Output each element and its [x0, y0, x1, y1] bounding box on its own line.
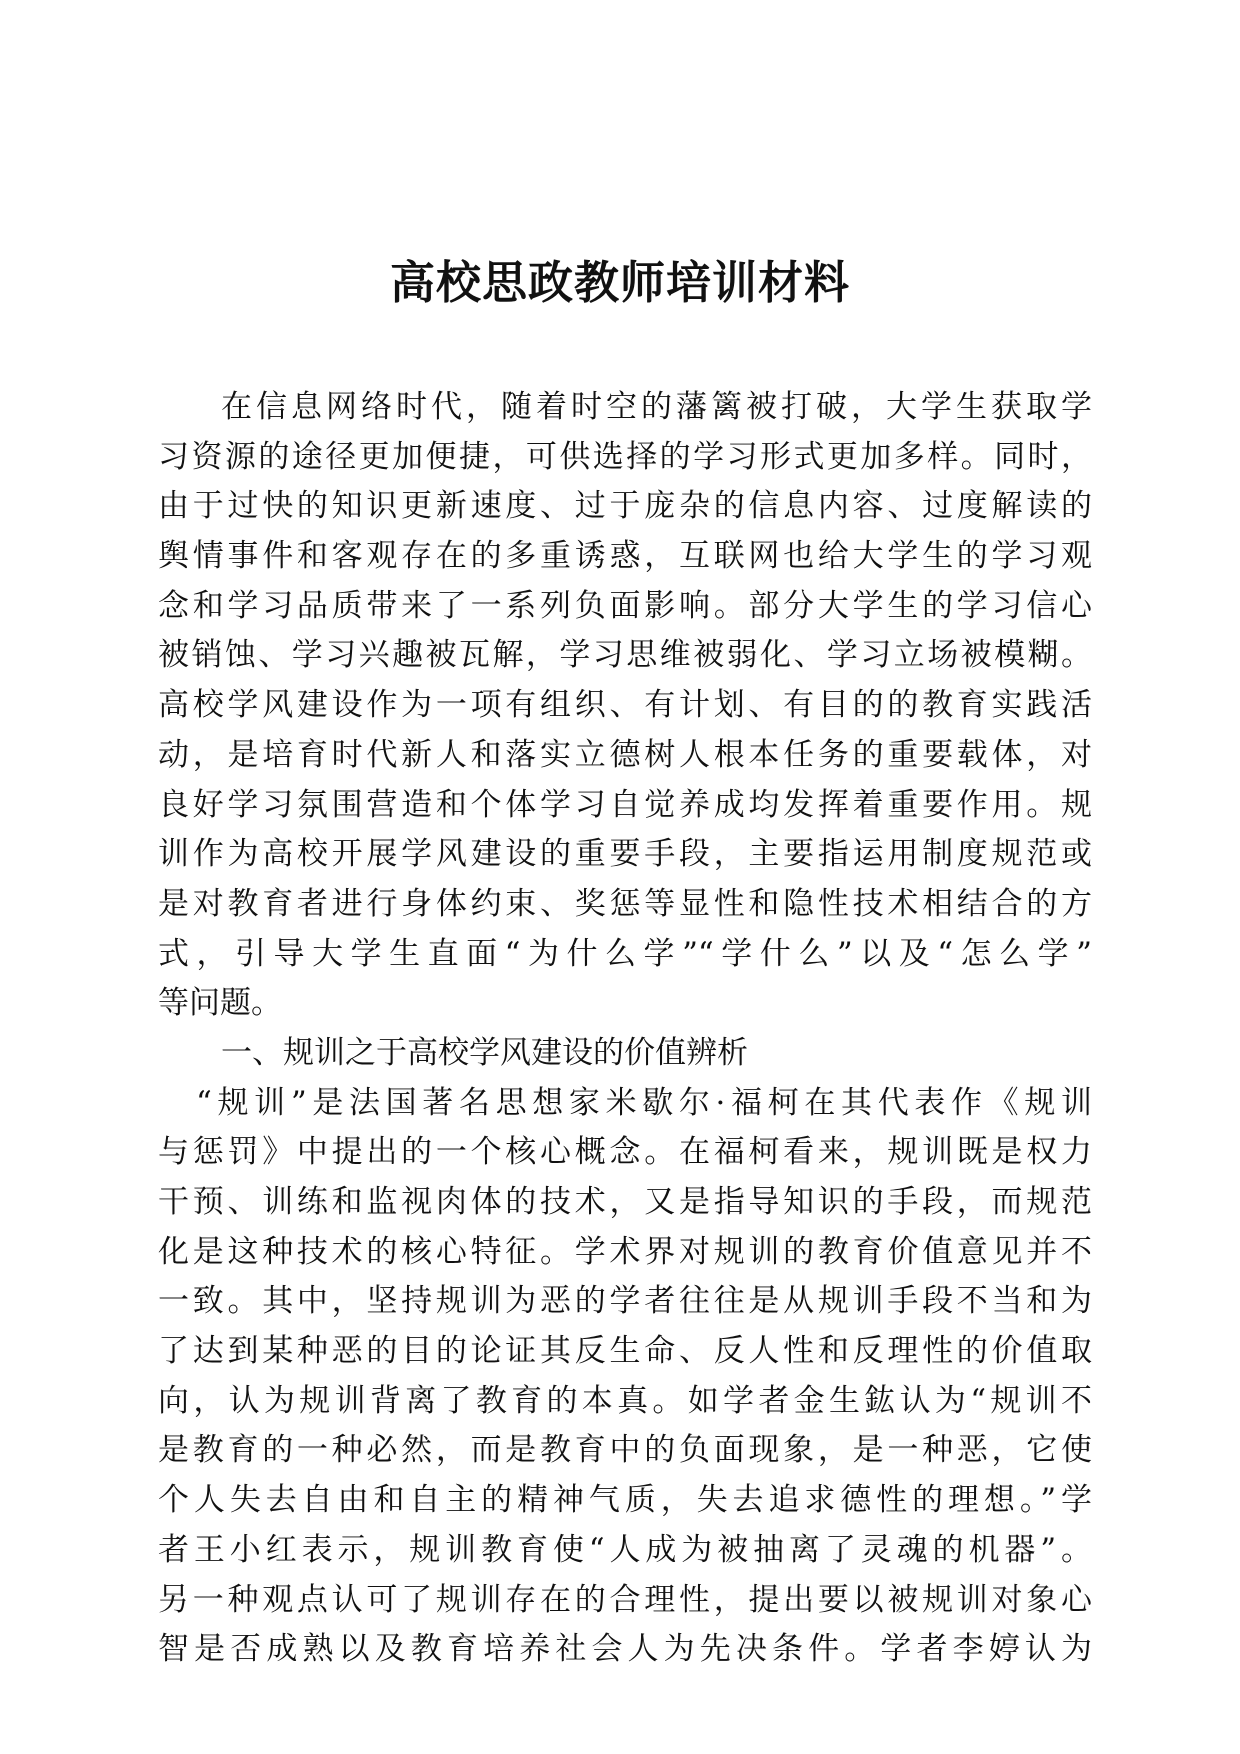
intro-paragraph-line: 训作为高校开展学风建设的重要手段，主要指运用制度规范或	[158, 836, 1092, 873]
section-paragraph-line: 另一种观点认可了规训存在的合理性，提出要以被规训对象心	[158, 1581, 1092, 1618]
intro-paragraph-line: 由于过快的知识更新速度、过于庞杂的信息内容、过度解读的	[158, 488, 1092, 525]
intro-paragraph-line: 念和学习品质带来了一系列负面影响。部分大学生的学习信心	[158, 587, 1092, 624]
document-title: 高校思政教师培训材料	[389, 256, 850, 309]
section-paragraph-line: 了达到某种恶的目的论证其反生命、反人性和反理性的价值取	[158, 1333, 1092, 1370]
intro-paragraph-line: 良好学习氛围营造和个体学习自觉养成均发挥着重要作用。规	[158, 786, 1092, 823]
intro-paragraph-line: 高校学风建设作为一项有组织、有计划、有目的的教育实践活	[158, 687, 1092, 724]
section-paragraph-line: “规训”是法国著名思想家米歇尔·福柯在其代表作《规训	[196, 1084, 1092, 1121]
document-body	[158, 383, 1092, 1675]
intro-paragraph-line: 习资源的途径更加便捷，可供选择的学习形式更加多样。同时，	[158, 438, 1092, 475]
section-paragraph-line: 化是这种技术的核心特征。学术界对规训的教育价值意见并不	[158, 1233, 1092, 1270]
intro-paragraph-line: 等问题。	[158, 985, 282, 1022]
section-heading: 一、规训之于高校学风建设的价值辨析	[221, 1034, 748, 1071]
intro-paragraph-line: 被销蚀、学习兴趣被瓦解，学习思维被弱化、学习立场被模糊。	[158, 637, 1092, 674]
section-paragraph-line: 干预、训练和监视肉体的技术，又是指导知识的手段，而规范	[158, 1184, 1092, 1220]
section-paragraph-line: 与惩罚》中提出的一个核心概念。在福柯看来，规训既是权力	[158, 1134, 1092, 1171]
section-paragraph-line: 是教育的一种必然，而是教育中的负面现象，是一种恶，它使	[158, 1432, 1092, 1469]
intro-paragraph-line: 式，引导大学生直面“为什么学”“学什么”以及“怎么学”	[158, 935, 1092, 972]
section-paragraph-line: 者王小红表示，规训教育使“人成为被抽离了灵魂的机器”。	[158, 1531, 1092, 1568]
section-paragraph-line: 向，认为规训背离了教育的本真。如学者金生鈜认为“规训不	[158, 1382, 1092, 1419]
intro-paragraph-line: 是对教育者进行身体约束、奖惩等显性和隐性技术相结合的方	[158, 885, 1092, 922]
intro-paragraph-line: 舆情事件和客观存在的多重诱惑，互联网也给大学生的学习观	[158, 538, 1092, 575]
section-paragraph-line: 智是否成熟以及教育培养社会人为先决条件。学者李婷认为	[158, 1631, 1092, 1668]
intro-paragraph-line: 在信息网络时代，随着时空的藩篱被打破，大学生获取学	[221, 389, 1092, 425]
section-paragraph-line: 一致。其中，坚持规训为恶的学者往往是从规训手段不当和为	[158, 1283, 1092, 1320]
section-paragraph-line: 个人失去自由和自主的精神气质，失去追求德性的理想。”学	[158, 1482, 1092, 1519]
intro-paragraph-line: 动，是培育时代新人和落实立德树人根本任务的重要载体，对	[158, 736, 1092, 773]
